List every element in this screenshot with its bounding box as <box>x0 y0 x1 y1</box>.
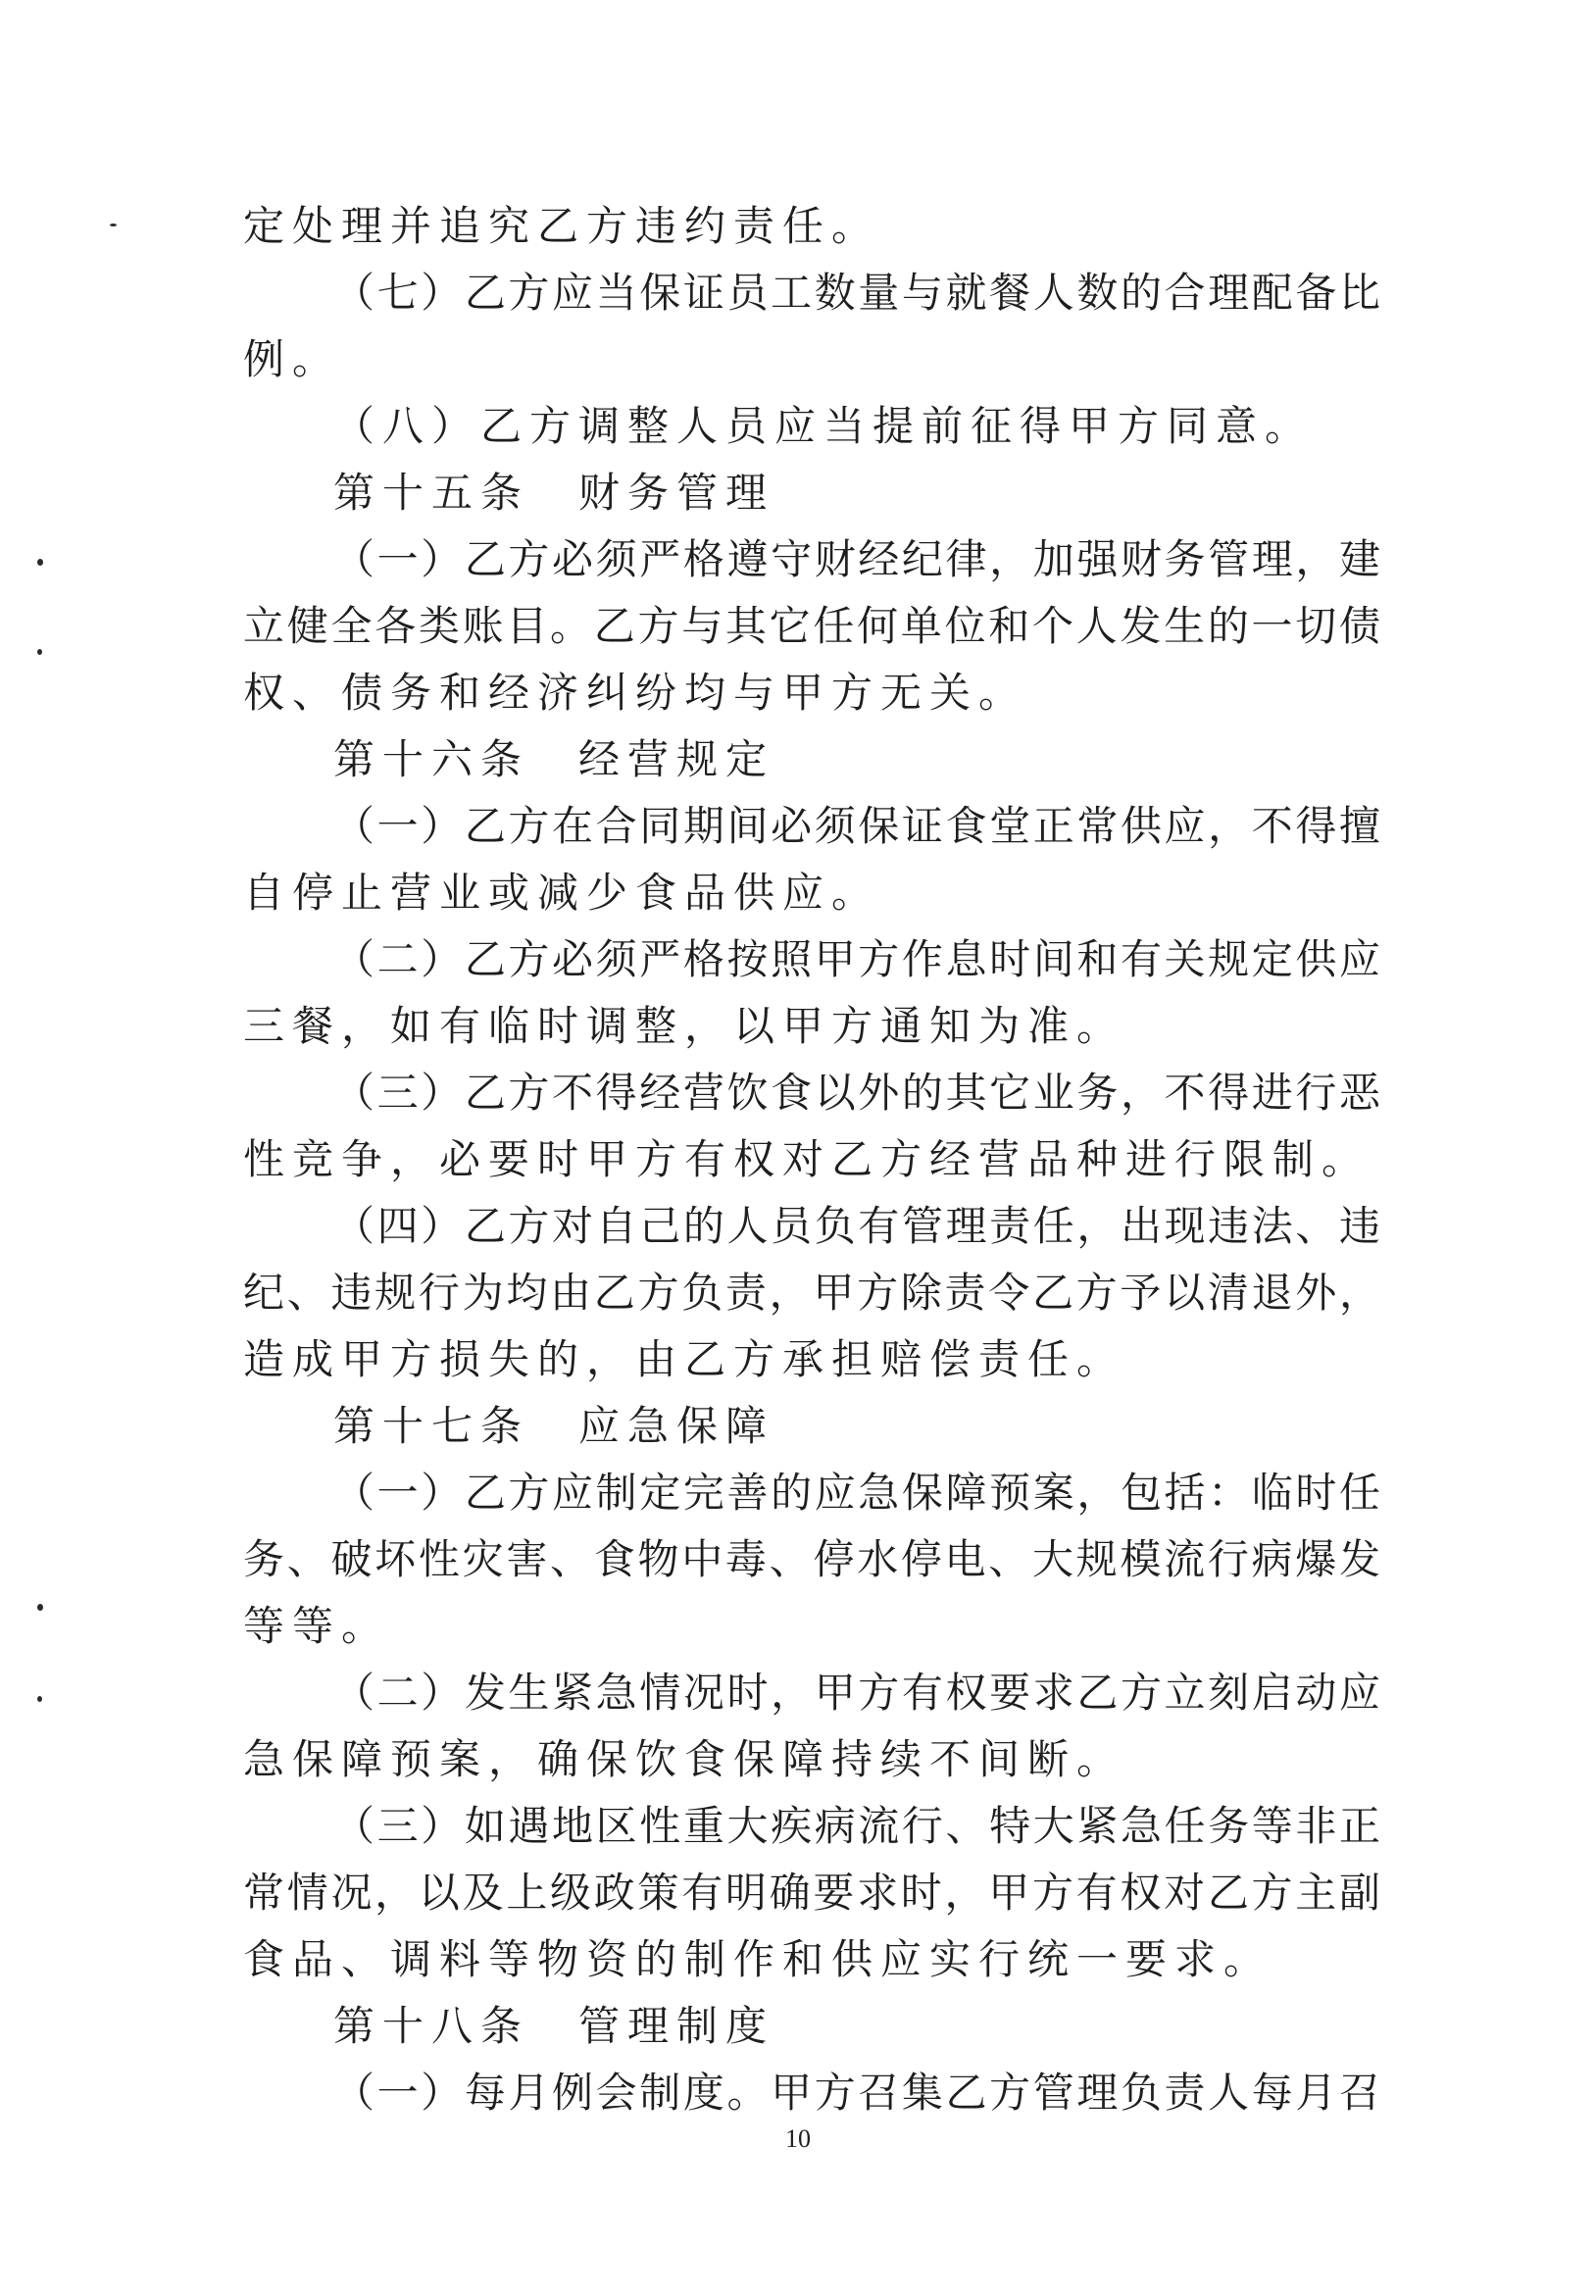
scan-speck <box>37 1696 42 1702</box>
text-line: 例。 <box>243 335 342 383</box>
text-line: （一）乙方应制定完善的应急保障预案，包括：临时任 <box>333 1469 1380 1517</box>
section-heading: 第十七条 应急保障 <box>333 1402 775 1450</box>
scan-speck <box>37 649 42 655</box>
text-line: 立健全各类账目。乙方与其它任何单位和个人发生的一切债 <box>243 602 1380 650</box>
text-line: （二）发生紧急情况时，甲方有权要求乙方立刻启动应 <box>333 1669 1380 1717</box>
text-line: 食品、调料等物资的制作和供应实行统一要求。 <box>243 1935 1273 1983</box>
text-line: 纪、违规行为均由乙方负责，甲方除责令乙方予以清退外， <box>243 1269 1380 1317</box>
scan-speck <box>37 1604 43 1611</box>
text-line: （三）乙方不得经营饮食以外的其它业务，不得进行恶 <box>333 1069 1380 1117</box>
text-line: 性竞争，必要时甲方有权对乙方经营品种进行限制。 <box>243 1135 1372 1183</box>
text-line: 常情况，以及上级政策有明确要求时，甲方有权对乙方主副 <box>243 1869 1380 1917</box>
text-line: （三）如遇地区性重大疾病流行、特大紧急任务等非正 <box>333 1802 1380 1850</box>
text-line: 急保障预案，确保饮食保障持续不间断。 <box>243 1735 1126 1783</box>
text-line: 务、破坏性灾害、食物中毒、停水停电、大规模流行病爆发 <box>243 1535 1380 1583</box>
text-line: 权、债务和经济纠纷均与甲方无关。 <box>243 669 1028 717</box>
page-number: 10 <box>785 2124 811 2153</box>
section-heading: 第十六条 经营规定 <box>333 735 775 783</box>
text-line: 自停止营业或减少食品供应。 <box>243 869 881 917</box>
text-line: （八）乙方调整人员应当提前征得甲方同意。 <box>333 402 1315 450</box>
text-line: 等等。 <box>243 1602 391 1650</box>
text-line: （一）乙方必须严格遵守财经纪律，加强财务管理，建 <box>333 535 1380 583</box>
text-line: （七）乙方应当保证员工数量与就餐人数的合理配备比 <box>333 269 1380 317</box>
text-line: 造成甲方损失的，由乙方承担赔偿责任。 <box>243 1335 1126 1383</box>
section-heading: 第十五条 财务管理 <box>333 469 775 517</box>
scan-speck <box>110 224 117 226</box>
scan-speck <box>37 559 43 566</box>
text-line: （四）乙方对自己的人员负有管理责任，出现违法、违 <box>333 1202 1380 1250</box>
section-heading: 第十八条 管理制度 <box>333 2002 775 2050</box>
text-line: （一）乙方在合同期间必须保证食堂正常供应，不得擅 <box>333 802 1380 850</box>
text-line: （二）乙方必须严格按照甲方作息时间和有关规定供应 <box>333 935 1380 983</box>
text-line: （一）每月例会制度。甲方召集乙方管理负责人每月召 <box>333 2069 1380 2117</box>
text-line: 定处理并追究乙方违约责任。 <box>243 202 881 250</box>
text-line: 三餐，如有临时调整，以甲方通知为准。 <box>243 1002 1126 1050</box>
